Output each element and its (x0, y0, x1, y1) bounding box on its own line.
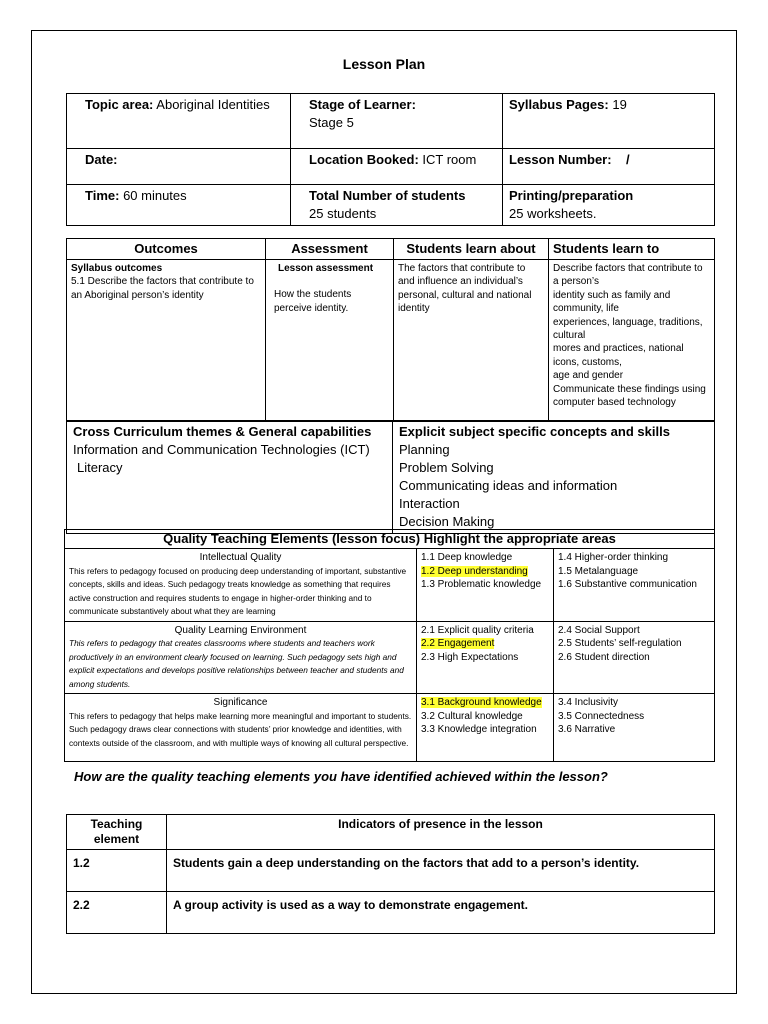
cross-curriculum-cell: Cross Curriculum themes & General capabilities Information and Communication Technologies (ICT) Literacy (67, 421, 393, 534)
learn-to-header: Students learn to (549, 239, 715, 260)
lesson-assessment-cell: Lesson assessment How the students perceive identity. (266, 260, 394, 422)
qte-header: Quality Teaching Elements (lesson focus) Highlight the appropriate areas (65, 530, 715, 549)
quality-learning-env-cell: Quality Learning Environment This refers to pedagogy that creates classrooms where students and teachers work productively in an environment clearly focused on learning. Such pedagogy sets high and explicit expectations and develops positive relationships between teacher and students and among students. (65, 621, 417, 694)
indicator-text: Students gain a deep understanding on the factors that add to a person’s identity. (167, 850, 715, 892)
location-cell: Location Booked: ICT room (291, 149, 503, 185)
teaching-element-header: Teaching element (67, 815, 167, 850)
syllabus-pages-cell: Syllabus Pages: 19 (503, 94, 715, 149)
time-cell: Time: 60 minutes (67, 185, 291, 226)
learn-to-cell: Describe factors that contribute to a person’s identity such as family and community, life experiences, language, traditions, cultural mores and practices, national icons, customs, age and gender Communicate these findings using computer based technology (549, 260, 715, 422)
outcomes-header: Outcomes (67, 239, 266, 260)
learn-about-cell: The factors that contribute to and influence an individual’s personal, cultural and national identity (394, 260, 549, 422)
reflection-question: How are the quality teaching elements you have identified achieved within the lesson? (74, 769, 608, 784)
qle-elements-b: 2.4 Social Support 2.5 Students’ self-regulation 2.6 Student direction (554, 621, 715, 694)
qle-elements-a: 2.1 Explicit quality criteria 2.2 Engagement 2.3 High Expectations (417, 621, 554, 694)
topic-cell: Topic area: Aboriginal Identities (67, 94, 291, 149)
indicator-text: A group activity is used as a way to demonstrate engagement. (167, 892, 715, 934)
cross-curriculum-table (66, 420, 715, 534)
indicator-element: 2.2 (67, 892, 167, 934)
intellectual-quality-cell: Intellectual Quality This refers to pedagogy focused on producing deep understanding of important, substantive concepts, skills and ideas. Such pedagogy treats knowledge as something that requires active construction and requires students to engage in higher-order thinking and to communicate substantively about what they are learning (65, 549, 417, 622)
page-title: Lesson Plan (342, 56, 426, 72)
sig-elements-b: 3.4 Inclusivity 3.5 Connectedness 3.6 Narrative (554, 694, 715, 762)
indicators-table (66, 814, 715, 934)
lesson-info-table (66, 93, 715, 226)
sig-elements-a: 3.1 Background knowledge 3.2 Cultural knowledge 3.3 Knowledge integration (417, 694, 554, 762)
significance-cell: Significance This refers to pedagogy that helps make learning more meaningful and important to students. Such pedagogy draws clear connections with students’ prior knowledge and identities, with contexts outside of the classroom, and with multiple ways of knowing all cultural perspective. (65, 694, 417, 762)
indicators-header: Indicators of presence in the lesson (167, 815, 715, 850)
subject-skills-cell: Explicit subject specific concepts and skills Planning Problem Solving Communicating ideas and information Interaction Decision Making (393, 421, 715, 534)
iq-elements-a: 1.1 Deep knowledge 1.2 Deep understanding 1.3 Problematic knowledge (417, 549, 554, 622)
quality-teaching-table (64, 529, 715, 762)
lesson-number-cell: Lesson Number: / (503, 149, 715, 185)
stage-cell: Stage of Learner: Stage 5 (291, 94, 503, 149)
learn-about-header: Students learn about (394, 239, 549, 260)
date-cell: Date: (67, 149, 291, 185)
syllabus-outcomes-cell: Syllabus outcomes 5.1 Describe the factors that contribute to an Aboriginal person’s identity (67, 260, 266, 422)
printing-cell: Printing/preparation 25 worksheets. (503, 185, 715, 226)
outcomes-table (66, 238, 715, 422)
students-cell: Total Number of students 25 students (291, 185, 503, 226)
iq-elements-b: 1.4 Higher-order thinking 1.5 Metalanguage 1.6 Substantive communication (554, 549, 715, 622)
assessment-header: Assessment (266, 239, 394, 260)
indicator-element: 1.2 (67, 850, 167, 892)
